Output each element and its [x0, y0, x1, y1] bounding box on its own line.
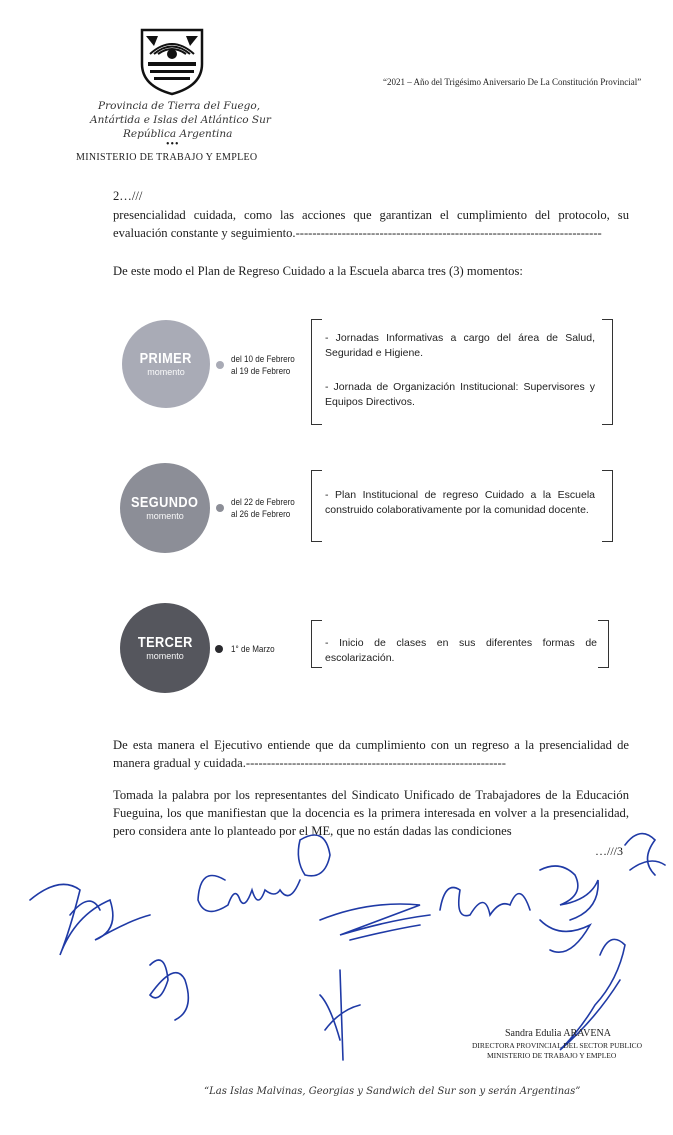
moment-dot — [216, 361, 224, 369]
date-line-2: al 26 de Febrero — [231, 509, 291, 520]
moment-dates — [231, 497, 295, 521]
signer-ministry: MINISTERIO DE TRABAJO Y EMPLEO — [487, 1051, 617, 1060]
provincial-emblem-icon — [132, 24, 212, 96]
moment-item: - Jornada de Organización Institucional: Supervisores y Equipos Directivos. — [325, 381, 595, 408]
moment-dates — [231, 644, 275, 656]
moment-circle-segundo — [120, 463, 210, 553]
moment-sub: momento — [147, 367, 185, 377]
paragraph-1-text: presencialidad cuidada, como las acciones que garantizan el cumplimiento del protocolo, su evaluación constante y seguimiento. — [113, 208, 629, 240]
footer-motto: “Las Islas Malvinas, Georgias y Sandwich del Sur son y serán Argentinas” — [204, 1086, 581, 1097]
moment-dot — [216, 504, 224, 512]
paragraph-3-text: De esta manera el Ejecutivo entiende que da cumplimiento con un regreso a la presencialidad de manera gradual y cuidada. — [113, 738, 629, 770]
dash-fill: -------------------------------------------------------------- — [245, 756, 506, 770]
ministry-name: MINISTERIO DE TRABAJO Y EMPLEO — [76, 152, 258, 163]
header-dots: ••• — [166, 139, 180, 150]
moment-circle-primer — [122, 320, 210, 408]
moment-item: - Jornadas Informativas a cargo del área de Salud, Seguridad e Higiene. — [325, 332, 595, 359]
moment-item: - Plan Institucional de regreso Cuidado a la Escuela construido colaborativamente por la comunidad docente. — [325, 489, 595, 516]
moment-sub: momento — [146, 511, 184, 521]
date-line-1: del 22 de Febrero — [231, 497, 295, 508]
province-line-2: Antártida e Islas del Atlántico Sur — [90, 114, 271, 126]
province-line-3: República Argentina — [123, 128, 233, 140]
paragraph-1 — [113, 206, 629, 242]
page-continuation: …///3 — [595, 844, 624, 858]
date-line-1: 1° de Marzo — [231, 644, 275, 655]
paragraph-2: De este modo el Plan de Regreso Cuidado a la Escuela abarca tres (3) momentos: — [113, 264, 523, 278]
date-line-2: al 19 de Febrero — [231, 366, 291, 377]
moment-item: - Inicio de clases en sus diferentes formas de escolarización. — [325, 637, 597, 664]
moment-circle-tercer — [120, 603, 210, 693]
dash-fill: ------------------------------------------------------------------------- — [295, 226, 602, 240]
paragraph-3 — [113, 736, 629, 772]
paragraph-4: Tomada la palabra por los representantes del Sindicato Unificado de Trabajadores de la Educación Fueguina, los que manifiestan que la docencia es la primera interesada en volver a la presencialidad, pero considera ante lo planteado por el ME, que no están dadas las condiciones — [113, 788, 629, 838]
signer-name: Sandra Edulia ARAVENA — [505, 1028, 611, 1039]
moment-sub: momento — [146, 651, 184, 661]
year-motto: “2021 – Año del Trigésimo Aniversario De La Constitución Provincial” — [383, 77, 642, 87]
moment-name: SEGUNDO — [131, 494, 199, 511]
moment-name: TERCER — [137, 634, 193, 651]
page-reference: 2…/// — [113, 189, 143, 203]
date-line-1: del 10 de Febrero — [231, 354, 295, 365]
province-line-1: Provincia de Tierra del Fuego, — [98, 100, 261, 112]
moment-dot — [215, 645, 223, 653]
moment-name: PRIMER — [139, 350, 193, 367]
moment-dates — [231, 354, 295, 378]
signer-title: DIRECTORA PROVINCIAL DEL SECTOR PUBLICO — [472, 1041, 643, 1050]
